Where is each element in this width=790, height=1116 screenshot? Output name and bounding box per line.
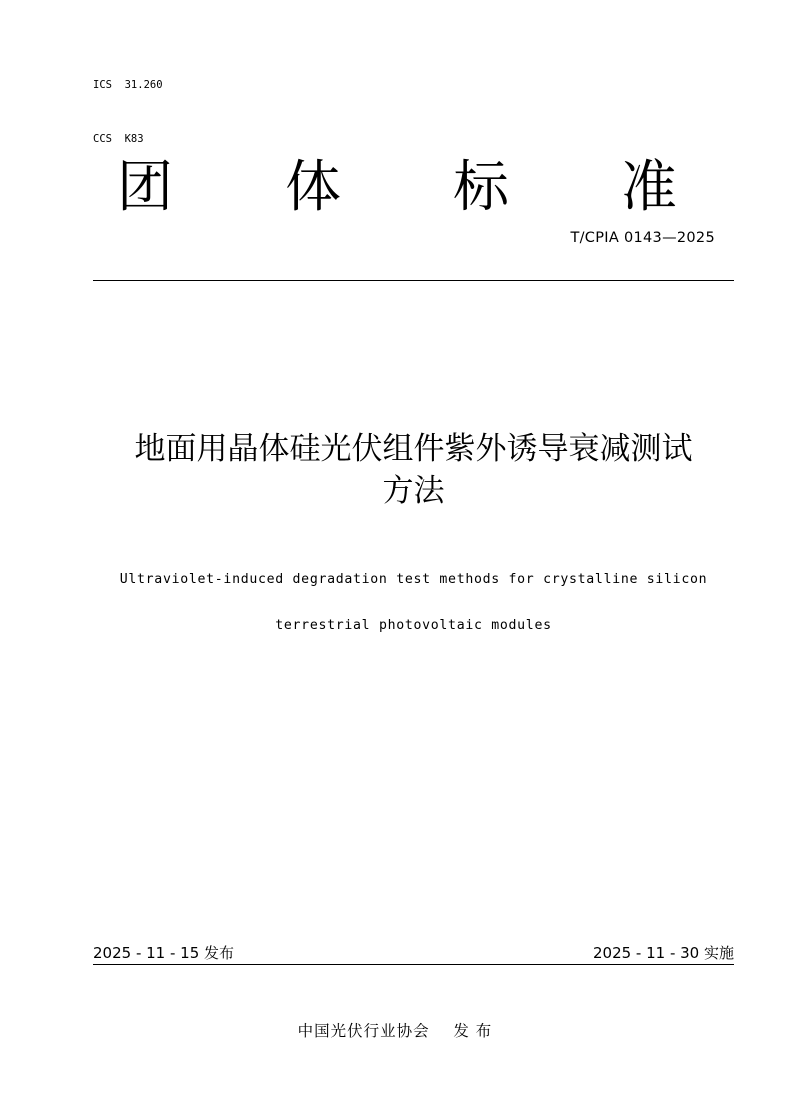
standard-type-char-3: 标: [453, 155, 509, 220]
standard-type-heading: [117, 153, 677, 223]
ics-code: ICS 31.260: [93, 79, 163, 91]
english-title-line-1: Ultraviolet-induced degradation test methods for crystalline silicon: [119, 572, 708, 587]
publish-date: 2025 - 11 - 15 发布: [93, 944, 235, 962]
standard-type-char-4: 准: [621, 155, 677, 220]
chinese-title-line-1: 地面用晶体硅光伏组件紫外诱导衰减测试: [134, 431, 693, 467]
bottom-divider: [93, 964, 734, 965]
ccs-code: CCS K83: [93, 133, 144, 145]
standard-type-char-1: 团: [117, 155, 173, 220]
english-title-line-2: terrestrial photovoltaic modules: [275, 618, 552, 633]
publisher: 中国光伏行业协会 发 布: [297, 1022, 493, 1040]
top-divider: [93, 280, 734, 281]
chinese-title: [93, 428, 734, 512]
implement-date: 2025 - 11 - 30 实施: [592, 944, 734, 962]
standard-type-char-2: 体: [285, 155, 341, 220]
standard-number: T/CPIA 0143—2025: [570, 230, 715, 246]
english-title: [80, 545, 747, 660]
chinese-title-line-2: 方法: [382, 473, 445, 509]
classification-codes: [93, 40, 163, 166]
